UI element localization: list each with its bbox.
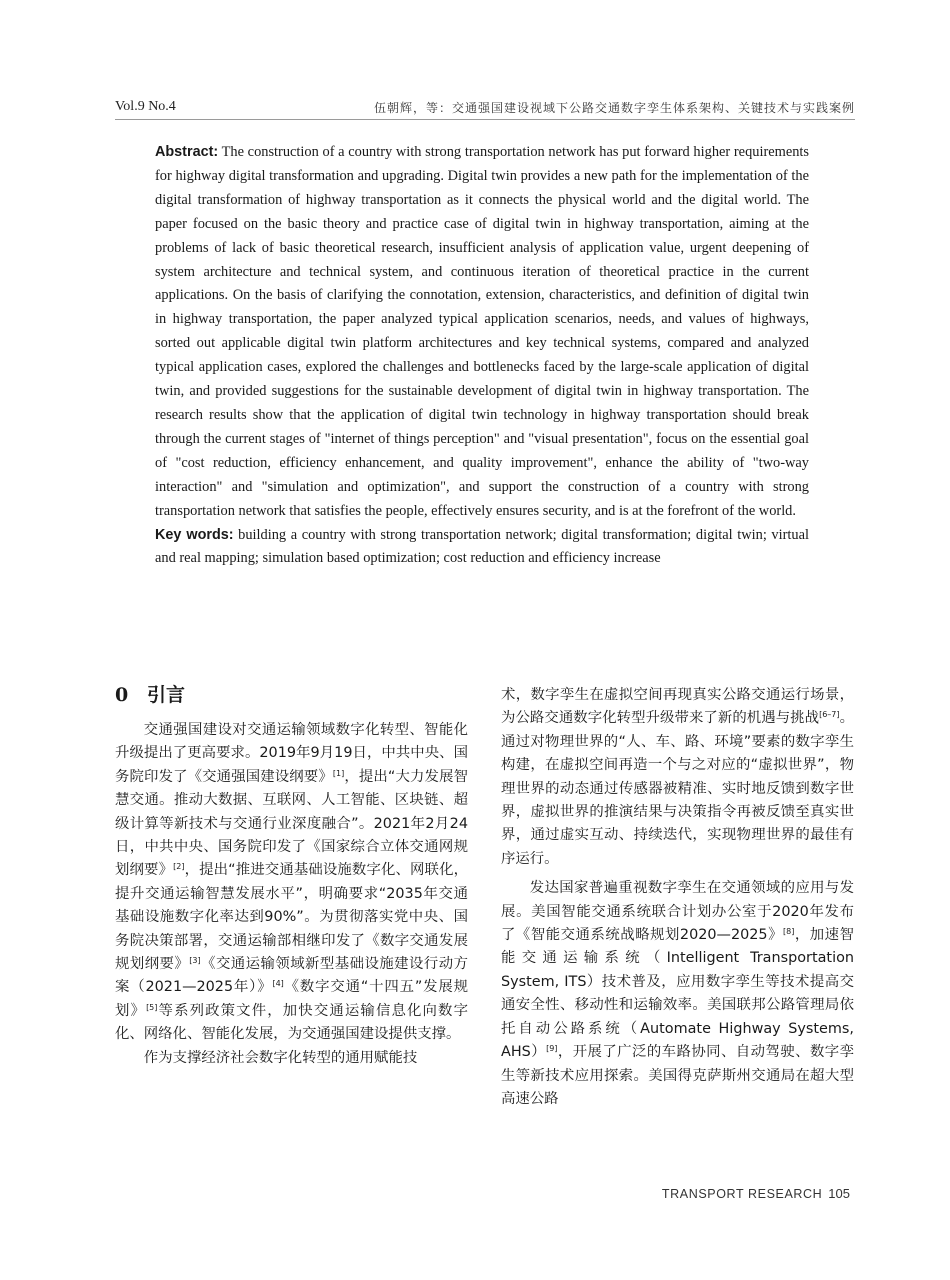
abstract-colon: : <box>213 144 219 160</box>
citation-ref: [9] <box>546 1044 558 1054</box>
running-title: 伍朝辉，等：交通强国建设视域下公路交通数字孪生体系架构、关键技术与实践案例 <box>373 101 855 115</box>
right-column <box>501 684 854 1111</box>
section-heading <box>115 682 468 708</box>
citation-ref: [6–7] <box>819 710 840 720</box>
section-title: 引言 <box>147 684 186 706</box>
text-run: 《数字交通“十四五”发展规划》 <box>115 979 469 1019</box>
abstract-block <box>155 141 809 571</box>
keywords-colon: : <box>228 526 234 543</box>
running-header <box>115 97 855 120</box>
keywords-text: building a country with strong transportation network; digital transformation; digital twin; virtual and real mapping; simulation based optimization; cost reduction and efficiency increase <box>155 526 809 567</box>
text-run: 交通强国建设对交通运输领域数字化转型、智能化升级提出了更高要求。2019年9月19日，中共中央、国务院印发了《交通强国建设纲要》 <box>115 722 468 785</box>
journal-name: TRANSPORT RESEARCH <box>661 1187 823 1201</box>
body-paragraph <box>501 684 854 871</box>
body-paragraph <box>501 877 854 1111</box>
citation-ref: [5] <box>146 1002 158 1012</box>
text-run: ，提出“推进交通基础设施数字化、网联化，提升交通运输智慧发展水平”，明确要求“2035年交通基础设施数字化率达到90%”。为贯彻落实党中央、国务院决策部署，交通运输部相继印发了《数字交通发展规划纲要》 <box>115 862 468 973</box>
body-paragraph <box>115 719 468 1047</box>
abstract-paragraph <box>155 141 809 524</box>
citation-ref: [1] <box>332 768 345 778</box>
abstract-label: Abstract <box>155 144 214 160</box>
keywords-paragraph <box>155 524 809 572</box>
citation-ref: [8] <box>783 927 795 937</box>
volume-issue: Vol.9 No.4 <box>115 99 176 114</box>
abstract-text: The construction of a country with strong transportation network has put forward higher requirements for highway digital transformation and upgrading. Digital twin provides a new path for the implementation of the digital transformation of highway transportation as it connects the physical world and the digital world. The paper focused on the basic theory and practice case of digital twin in highway transportation, aiming at the problems of lack of basic theoretical research, insufficient analysis of application value, urgent deepening of system architecture and technical system, and continuous iteration of theoretical practice in the current applications. On the basis of clarifying the connotation, extension, characteristics, and definition of digital twin in highway transportation, the paper analyzed typical application scenarios, needs, and values of highways, sorted out applicable digital twin platform architectures and key technical systems, compared and analyzed typical application cases, explored the challenges and bottlenecks faced by the large-scale application of digital twin, and provided suggestions for the sustainable development of digital twin in highway transportation. The research results show that the application of digital twin technology in highway transportation should break through the current stages of "internet of things perception" and "visual presentation", focus on the essential goal of "cost reduction, efficiency enhancement, and quality improvement", enhance the ability of "two-way interaction" and "simulation and optimization", and support the construction of a country with strong transportation network that satisfies the people, effectively ensures security, and is at the forefront of the world. <box>155 144 810 519</box>
citation-ref: [4] <box>272 979 284 989</box>
left-column <box>115 682 468 1070</box>
body-paragraph: 作为支撑经济社会数字化转型的通用赋能技 <box>143 1049 418 1066</box>
page-footer <box>650 1186 850 1201</box>
keywords-label: Key words <box>155 526 229 543</box>
text-run: 等系列政策文件，加快交通运输信息化向数字化、网络化、智能化发展，为交通强国建设提供支撑。 <box>115 1002 468 1043</box>
text-run: 发达国家普遍重视数字孪生在交通领域的应用与发展。美国智能交通系统联合计划办公室于2020年发布了《智能交通系统战略规划2020—2025》 <box>501 880 854 944</box>
text-run: ，提出“大力发展智慧交通。推动大数据、互联网、人工智能、区块链、超级计算等新技术与交通行业深度融合”。2021年2月24日，中共中央、国务院印发了《国家综合立体交通网规划纲要》 <box>115 768 468 879</box>
text-run: ，开展了广泛的车路协同、自动驾驶、数字孪生等新技术应用探索。美国得克萨斯州交通局在超大型高速公路 <box>501 1044 854 1107</box>
citation-ref: [3] <box>189 956 201 966</box>
text-run: 《交通运输领域新型基础设施建设行动方案（2021—2025年）》 <box>115 956 468 996</box>
text-run: 术，数字孪生在虚拟空间再现真实公路交通运行场景，为公路交通数字化转型升级带来了新的机遇与挑战 <box>501 687 854 727</box>
text-run: ，加速智能交通运输系统（Intelligent Transportation System, ITS）技术普及，应用数字孪生等技术提高交通安全性、移动性和运输效率。美国联邦公路管理局依托自动公路系统（Automate Highway Systems, AHS） <box>501 927 854 1061</box>
section-number: 0 <box>115 684 129 706</box>
page-number: 105 <box>828 1186 850 1201</box>
citation-ref: [2] <box>173 862 185 872</box>
text-run: 。通过对物理世界的“人、车、路、环境”要素的数字孪生构建，在虚拟空间再造一个与之对应的“虚拟世界”，物理世界的动态通过传感器被精准、实时地反馈到数字世界，虚拟世界的推演结果与决策指令再被反馈至真实世界，通过虚实互动、持续迭代，实现物理世界的最佳有序运行。 <box>501 710 854 867</box>
